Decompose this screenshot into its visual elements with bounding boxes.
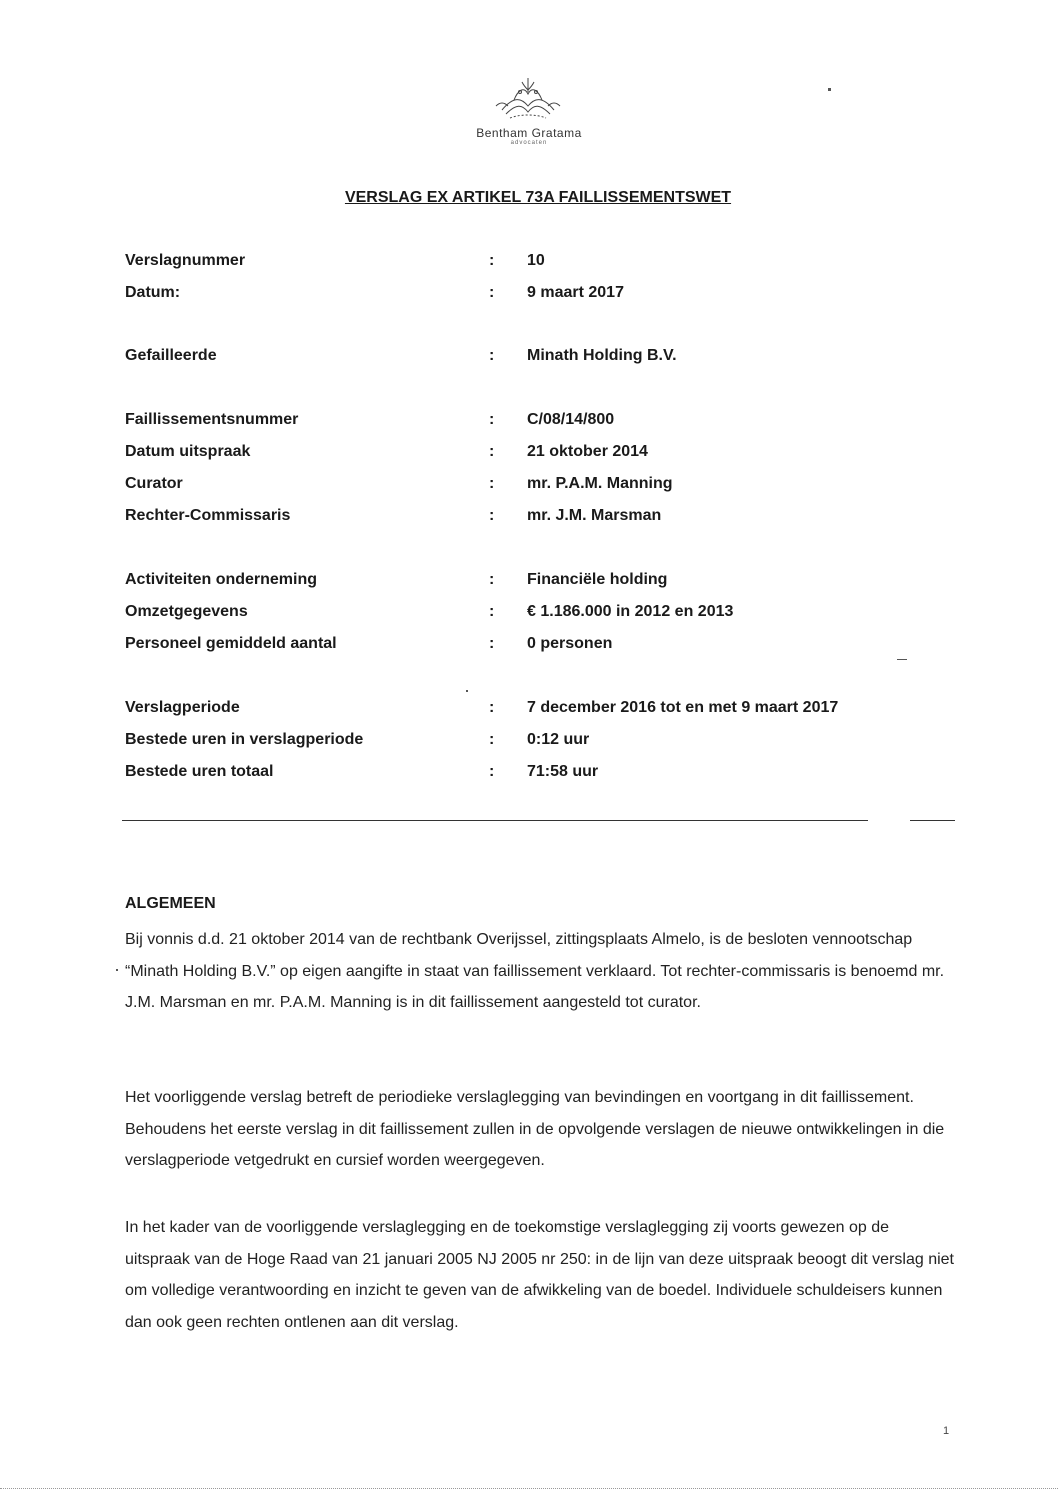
scan-speck (897, 659, 907, 660)
meta-colon: : (489, 763, 495, 780)
meta-row (0, 507, 1058, 527)
meta-value: 9 maart 2017 (527, 284, 624, 301)
meta-row (0, 443, 1058, 463)
meta-row (0, 635, 1058, 655)
section-heading: ALGEMEEN (125, 895, 216, 912)
meta-colon: : (489, 507, 495, 524)
meta-colon: : (489, 252, 495, 269)
page-number: 1 (943, 1425, 950, 1437)
meta-value: Financiële holding (527, 571, 668, 588)
separator-line-fragment (910, 820, 955, 821)
meta-row (0, 571, 1058, 591)
meta-label: Verslagperiode (125, 699, 240, 716)
meta-label: Personeel gemiddeld aantal (125, 635, 337, 652)
meta-colon: : (489, 443, 495, 460)
meta-label: Omzetgegevens (125, 603, 248, 620)
meta-value: 7 december 2016 tot en met 9 maart 2017 (527, 699, 839, 716)
paragraph: Het voorliggende verslag betreft de periodieke verslaglegging van bevindingen en voortgang in dit faillissement. Behoudens het eerste verslag in dit faillissement zullen in de opvolgende verslagen de nieuwe ontwikkelingen in die verslagperiode vetgedrukt en cursief worden weergegeven. (125, 1089, 945, 1169)
meta-label: Datum uitspraak (125, 443, 251, 460)
scan-speck (466, 690, 468, 692)
document-title: VERSLAG EX ARTIKEL 73A FAILLISSEMENTSWET (344, 189, 732, 206)
meta-value: Minath Holding B.V. (527, 347, 677, 364)
meta-label: Faillissementsnummer (125, 411, 299, 428)
meta-value: 0 personen (527, 635, 613, 652)
scan-speck (828, 88, 831, 91)
meta-colon: : (489, 731, 495, 748)
meta-colon: : (489, 635, 495, 652)
meta-row (0, 475, 1058, 495)
meta-label: Curator (125, 475, 183, 492)
logo-name: Bentham Gratama (476, 126, 582, 140)
meta-row (0, 699, 1058, 719)
meta-value: mr. P.A.M. Manning (527, 475, 673, 492)
meta-value: mr. J.M. Marsman (527, 507, 662, 524)
separator-line (122, 820, 868, 821)
meta-label: Gefailleerde (125, 347, 217, 364)
meta-colon: : (489, 347, 495, 364)
meta-label: Bestede uren totaal (125, 763, 274, 780)
meta-colon: : (489, 699, 495, 716)
meta-label: Rechter-Commissaris (125, 507, 291, 524)
meta-value: 71:58 uur (527, 763, 599, 780)
bentham-gratama-emblem-icon (484, 70, 574, 126)
meta-row (0, 347, 1058, 367)
meta-row (0, 284, 1058, 304)
meta-value: 0:12 uur (527, 731, 590, 748)
meta-row (0, 411, 1058, 431)
meta-value: 21 oktober 2014 (527, 443, 648, 460)
meta-colon: : (489, 603, 495, 620)
meta-label: Bestede uren in verslagperiode (125, 731, 364, 748)
meta-row (0, 731, 1058, 751)
meta-value: € 1.186.000 in 2012 en 2013 (527, 603, 734, 620)
meta-value: 10 (527, 252, 545, 269)
meta-row (0, 763, 1058, 783)
meta-colon: : (489, 571, 495, 588)
letterhead-logo (0, 70, 1058, 146)
meta-row (0, 603, 1058, 623)
paragraph: Bij vonnis d.d. 21 oktober 2014 van de rechtbank Overijssel, zittingsplaats Almelo, is de besloten vennootschap “Minath Holding B.V.” op eigen aangifte in staat van faillissement verklaard. Tot rechter-commissaris is benoemd mr. J.M. Marsman en mr. P.A.M. Manning is in dit faillissement aangesteld tot curator. (125, 931, 945, 1011)
meta-colon: : (489, 475, 495, 492)
meta-label: Verslagnummer (125, 252, 246, 269)
meta-colon: : (489, 284, 495, 301)
logo-subtitle: advocaten (510, 140, 548, 146)
meta-label: Datum: (125, 284, 181, 301)
meta-label: Activiteiten onderneming (125, 571, 318, 588)
meta-colon: : (489, 411, 495, 428)
paragraph: In het kader van de voorliggende verslaglegging en de toekomstige verslaglegging zij voorts gewezen op de uitspraak van de Hoge Raad van 21 januari 2005 NJ 2005 nr 250: in de lijn van deze uitspraak beoogt dit verslag niet om volledige verantwoording en inzicht te geven van de afwikkeling van de boedel. Individuele schuldeisers kunnen dan ook geen rechten ontlenen aan dit verslag. (125, 1219, 954, 1331)
meta-value: C/08/14/800 (527, 411, 615, 428)
meta-row (0, 252, 1058, 272)
scan-artifact-line (0, 1488, 1058, 1490)
scan-speck (116, 969, 118, 971)
